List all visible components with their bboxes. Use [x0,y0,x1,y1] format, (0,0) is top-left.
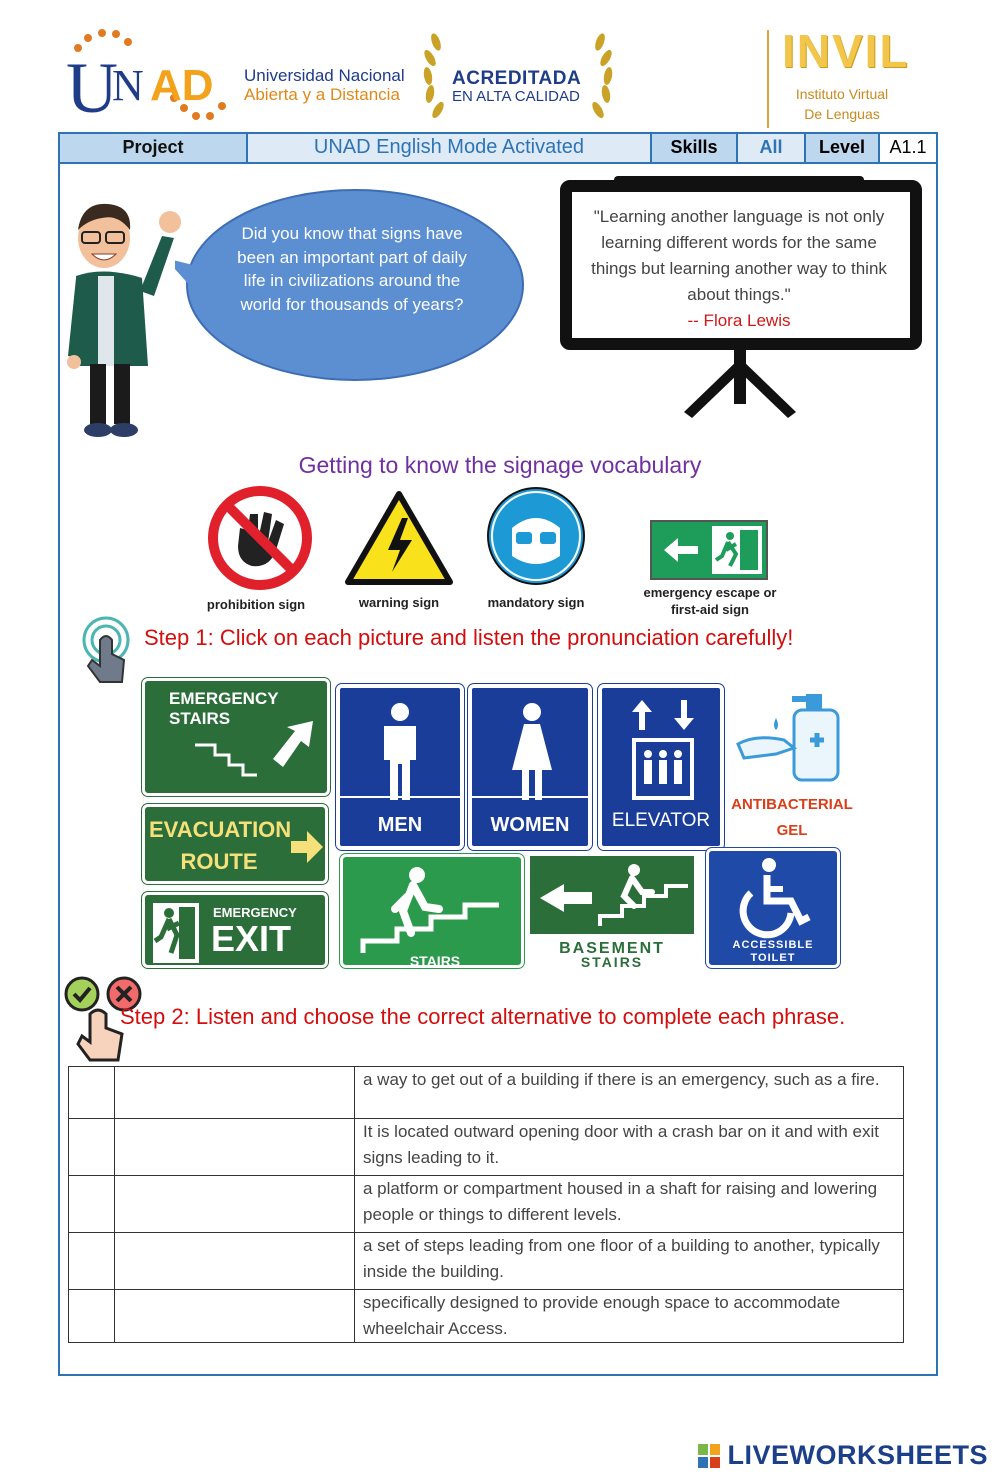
table-row [69,1176,904,1233]
accessible-label2: TOILET [750,952,796,964]
emergency-stairs-picture[interactable] [142,678,330,796]
basement-stairs-picture[interactable] [530,856,700,968]
row-number-cell[interactable] [69,1067,115,1119]
invil-subtitle [780,84,904,124]
accessible-label1: ACCESSIBLE [732,939,814,951]
antibacterial-gel-picture[interactable] [730,686,854,846]
emergency-exit-picture[interactable] [142,892,328,968]
accredited-line2: EN ALTA CALIDAD [452,88,580,105]
row-number-cell[interactable] [69,1176,115,1233]
invil-sub2: De Lenguas [804,106,880,122]
svg-text:AD: AD [150,61,214,110]
answer-dropdown[interactable] [115,1290,355,1343]
stairs-picture[interactable] [340,854,524,968]
step1-instruction: Step 1: Click on each picture and listen the pronunciation carefully! [144,625,794,650]
bubble-text: Did you know that signs have been an important part of daily life in civilizations around the world for thousands of years? [237,224,467,314]
women-label: WOMEN [490,814,570,836]
stairs-label: STAIRS [409,953,461,969]
definition-cell: a set of steps leading from one floor of a building to another, typically inside the building. [355,1233,904,1290]
mandatory-sign-icon[interactable] [486,486,586,586]
prohibition-sign-label: prohibition sign [206,597,306,612]
invil-logo: INVIL [782,25,910,77]
answer-dropdown[interactable] [115,1233,355,1290]
man-icon [370,702,430,802]
vocab-title: Getting to know the signage vocabulary [298,452,702,478]
basement-label2: STAIRS [580,954,644,970]
project-label: Project [60,134,248,162]
warning-sign-label: warning sign [358,595,440,610]
answer-dropdown[interactable] [115,1119,355,1176]
emergency-escape-sign-label: emergency escape or first-aid sign [643,585,777,617]
quote [588,204,890,334]
row-number-cell[interactable] [69,1119,115,1176]
header-divider [767,30,769,128]
university-line2: Abierta y a Distancia [244,85,400,104]
quote-author: -- Flora Lewis [687,311,791,330]
definitions-table [68,1066,904,1343]
basement-label1: BASEMENT [559,940,665,957]
accessible-toilet-picture[interactable] [706,848,840,968]
arrow-right-icon [287,827,327,867]
definition-cell: specifically designed to provide enough space to accommodate wheelchair Access. [355,1290,904,1343]
stairs-arrow-icon [145,681,333,799]
antibacterial-label1: ANTIBACTERIAL [731,796,853,813]
liveworksheets-logo-icon [698,1444,720,1468]
project-title: UNAD English Mode Activated [248,134,652,162]
row-number-cell[interactable] [69,1233,115,1290]
definition-cell: a platform or compartment housed in a shaft for raising and lowering people or things to different levels. [355,1176,904,1233]
university-line1: Universidad Nacional [244,66,405,85]
women-restroom-picture[interactable] [468,684,592,850]
table-row [69,1067,904,1119]
woman-icon [502,702,562,802]
elevator-icon [628,696,698,806]
emergency-escape-sign-icon[interactable] [650,520,768,580]
evacuation-route-label1: EVACUATION [149,817,292,842]
men-restroom-picture[interactable] [336,684,464,850]
basement-stairs-icon [530,856,694,934]
accreditation-badge [418,28,618,124]
elevator-picture[interactable] [598,684,724,850]
quote-text: "Learning another language is not only learning different words for the same things but learning another way to think about things." [591,207,887,304]
emergency-stairs-label: EMERGENCY STAIRS [169,689,279,728]
table-row [69,1290,904,1343]
row-number-cell[interactable] [69,1290,115,1343]
evacuation-route-label2: ROUTE [180,849,258,874]
warning-sign-icon[interactable] [344,490,454,586]
unad-logo [64,28,244,124]
university-name [244,66,405,104]
emergency-exit-label2: EXIT [211,918,292,959]
hand-sanitizer-icon [736,688,846,788]
elevator-label: ELEVATOR [611,810,711,831]
mandatory-sign-label: mandatory sign [487,595,585,610]
svg-text:N: N [112,61,144,110]
table-row [69,1119,904,1176]
skills-value: All [738,134,806,162]
step2-instruction: Step 2: Listen and choose the correct alternative to complete each phrase. [120,1004,846,1029]
liveworksheets-brand: LIVEWORKSHEETS [727,1440,988,1470]
running-man-icon [151,901,201,965]
definition-cell: It is located outward opening door with a crash bar on it and with exit signs leading to it. [355,1119,904,1176]
table-row [69,1233,904,1290]
touch-icon [80,616,132,688]
level-label: Level [806,134,880,162]
skills-label: Skills [652,134,738,162]
evacuation-route-picture[interactable] [142,804,328,884]
avatar [62,196,192,446]
level-value: A1.1 [889,137,927,157]
wheelchair-icon [729,855,819,939]
emergency-exit-label1: EMERGENCY [213,905,297,920]
answer-dropdown[interactable] [115,1067,355,1119]
answer-dropdown[interactable] [115,1176,355,1233]
men-label: MEN [377,814,423,836]
accredited-line1: ACREDITADA [452,68,582,89]
definition-cell: a way to get out of a building if there is an emergency, such as a fire. [355,1067,904,1119]
unad-logo-u: U [66,48,118,124]
info-bar [60,134,936,164]
prohibition-sign-icon[interactable] [206,484,314,592]
antibacterial-label2: GEL [776,822,808,839]
invil-sub1: Instituto Virtual [795,86,889,102]
